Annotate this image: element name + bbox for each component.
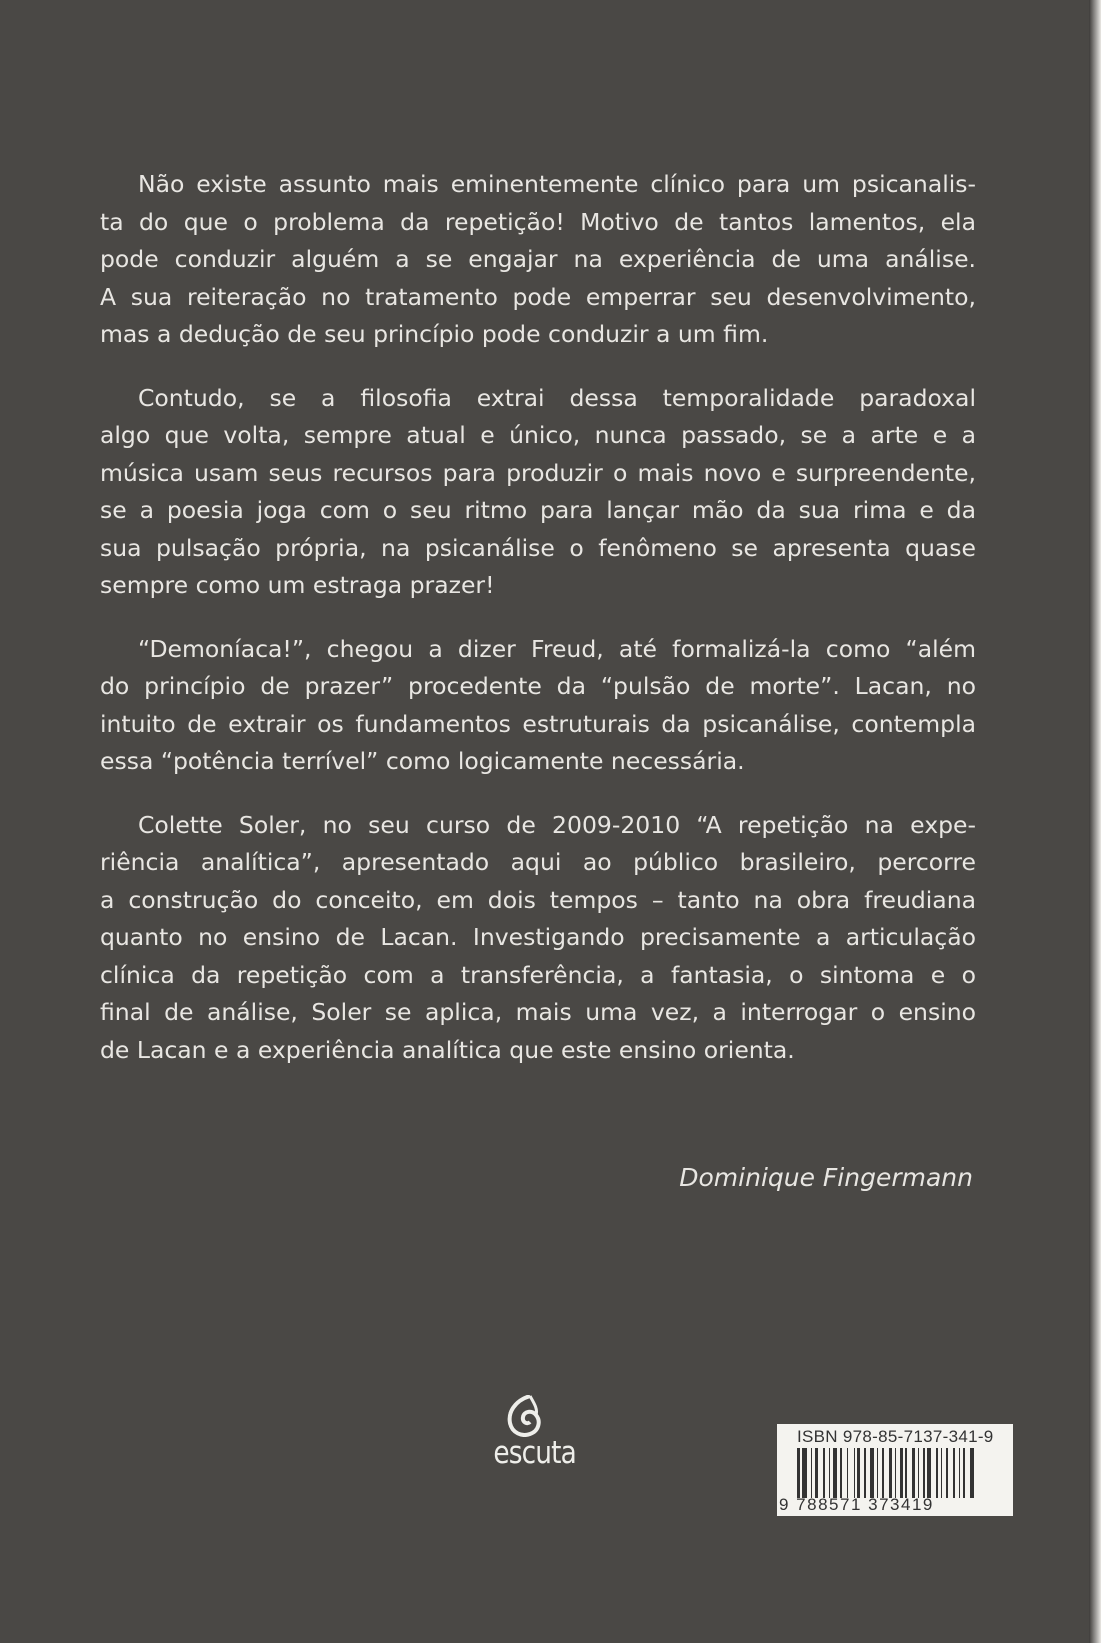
barcode-bar [963,1448,966,1498]
barcode-bar [857,1448,860,1498]
spiral-shell-icon [504,1395,544,1437]
blurb-line: ta do que o problema da repetição! Motivo de tantos lamentos, ela [100,207,976,236]
blurb-line: de Lacan e a experiência analítica que este ensino orienta. [100,1035,795,1064]
barcode-bar [864,1448,865,1498]
barcode-bar [847,1448,848,1498]
barcode-bar [959,1448,960,1498]
isbn-barcode [777,1424,1013,1516]
barcode-bar [953,1448,954,1498]
blurb-line: se a poesia joga com o seu ritmo para lançar mão da sua rima e da [100,496,976,524]
barcode-digits: 9 788571 373419 [779,1495,934,1514]
barcode-bar [895,1448,896,1498]
barcode-bar [936,1448,939,1498]
blurb-line: sempre como um estraga prazer! [100,571,495,599]
barcode-bar [823,1448,824,1498]
barcode-bar [889,1448,892,1498]
barcode-bar [941,1448,942,1498]
blurb-line: pode conduzir alguém a se engajar na experiência de uma análise. [100,245,976,273]
barcode-bar [797,1448,800,1498]
back-cover-blurb [100,166,976,1095]
publisher-logo [488,1395,576,1471]
barcode-bar [970,1448,974,1498]
barcode-bar [802,1448,806,1498]
blurb-line: quanto no ensino de Lacan. Investigando precisamente a articulação [100,923,976,951]
blurb-paragraph [100,631,976,781]
barcode-bar [829,1448,830,1498]
blurb-paragraph [100,380,976,605]
barcode-bar [912,1448,915,1498]
blurb-line: intuito de extrair os fundamentos estruturais da psicanálise, contempla [100,709,976,738]
blurb-line: Não existe assunto mais eminentemente clínico para um psicanalis- [138,170,976,198]
barcode-bar [923,1448,924,1498]
blurb-line: essa “potência terrível” como logicamente necessária. [100,747,745,775]
publisher-name: escuta [493,1435,576,1471]
blurb-line: mas a dedução de seu princípio pode conduzir a um fim. [100,320,769,348]
blurb-line: riência analítica”, apresentado aqui ao público brasileiro, percorre [100,848,976,876]
blurb-line: algo que volta, sempre atual e único, nunca passado, se a arte e a [100,421,976,449]
barcode-bar [946,1448,947,1498]
barcode-bar [877,1448,878,1498]
blurb-line: Colette Soler, no seu curso de 2009-2010 “A repetição na expe- [138,810,976,839]
blurb-line: a construção do conceito, em dois tempos – tanto na obra freudiana [100,885,976,914]
scan-edge [1089,0,1101,1643]
blurb-line: sua pulsação própria, na psicanálise o fenômeno se apresenta quase [100,533,976,562]
barcode-bars [797,1448,989,1498]
blurb-author: Dominique Fingermann [679,1163,973,1192]
blurb-line: A sua reiteração no tratamento pode emperrar seu desenvolvimento, [100,282,976,311]
barcode-bar [927,1448,931,1498]
blurb-line: do princípio de prazer” procedente da “pulsão de morte”. Lacan, no [100,672,976,700]
barcode-bar [905,1448,906,1498]
blurb-line: clínica da repetição com a transferência, a fantasia, o sintoma e o [100,960,976,989]
barcode-bar [833,1448,837,1498]
barcode-bar [815,1448,818,1498]
blurb-line: final de análise, Soler se aplica, mais uma vez, a interrogar o ensino [100,998,976,1026]
barcode-bar [811,1448,812,1498]
blurb-line: Contudo, se a filosofia extrai dessa temporalidade paradoxal [138,383,976,412]
blurb-paragraph [100,166,976,354]
barcode-bar [870,1448,874,1498]
barcode-bar [900,1448,903,1498]
barcode-bar [840,1448,843,1498]
isbn-label: ISBN 978-85-7137-341-9 [797,1427,994,1446]
barcode-bar [854,1448,855,1498]
blurb-line: “Demoníaca!”, chegou a dizer Freud, até formalizá-la como “além [138,634,976,663]
blurb-line: música usam seus recursos para produzir o mais novo e surpreendente, [100,458,976,487]
barcode-bar [882,1448,883,1498]
blurb-paragraph [100,807,976,1070]
barcode-bar [918,1448,919,1498]
